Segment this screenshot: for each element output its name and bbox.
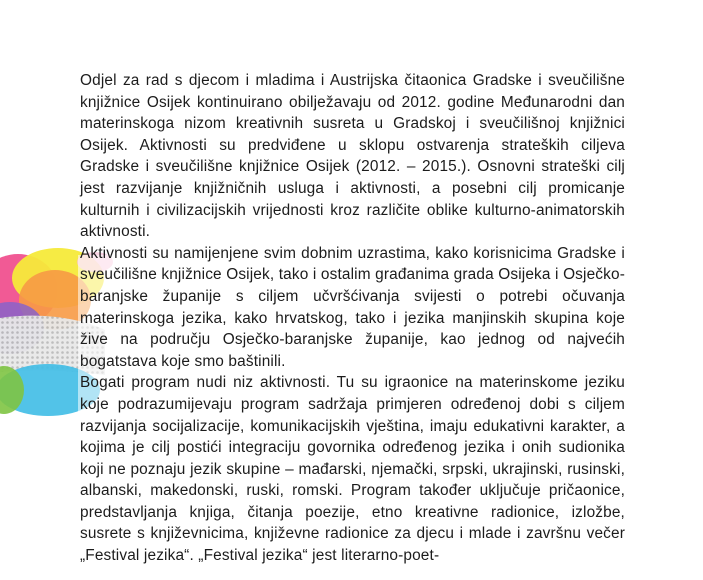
paragraph-intro: Odjel za rad s djecom i mladima i Austrijska čitaonica Gradske i sveučilišne knjižnice Osijek kontinuirano obilježavaju od 2012. godine Međunarodni dan materinskoga nizom kreativnih susreta u Gradskoj i sveučilišnoj knjižnici Osijek. Aktivnosti su predviđene u sklopu ostvarenja strateških ciljeva Gradske i sveučilišne knjižnice Osijek (2012. – 2015.). Osnovni strateški cilj jest razvijanje knjižničnih usluga i aktivnosti, a posebni cilj promicanje kulturnih i civilizacijskih vrijednosti kroz različite oblike kulturno-animatorskih aktivnosti.	[80, 72, 625, 241]
body-text	[80, 70, 625, 567]
paragraph-audience: Aktivnosti su namijenjene svim dobnim uzrastima, kako korisnicima Gradske i sveučilišne knjižnice Osijek, tako i ostalim građanima grada Osijeka i Osječko-baranjske županije s ciljem učvršćivanja svijesti o potrebi očuvanja materinskoga jezika, kako hrvatskog, tako i jezika manjinskih skupina koje žive na području Osječko-baranjske županije, kao jednog od najvećih bogatstava koje smo baštinili.	[80, 244, 625, 370]
paragraph-program: Bogati program nudi niz aktivnosti. Tu su igraonice na materinskome jeziku koje podrazumijevaju program sadržaja primjeren određenoj dobi s ciljem razvijanja socijalizacije, komunikacijskih vještina, imaju edukativni karakter, a kojima je cilj postići integraciju govornika određenog jezika i onih sudionika koji ne poznaju jezik skupine – mađarski, njemački, srpski, ukrajinski, rusinski, albanski, makedonski, ruski, romski. Program također uključuje pričaonice, predstavljanja knjiga, čitanja poezije, etno kreativne radionice, izložbe, susrete s književnicima, književne radionice za djecu i mlade i završnu večer „Festival jezika“. „Festival jezika“ jest literarno-poet-	[80, 374, 625, 565]
